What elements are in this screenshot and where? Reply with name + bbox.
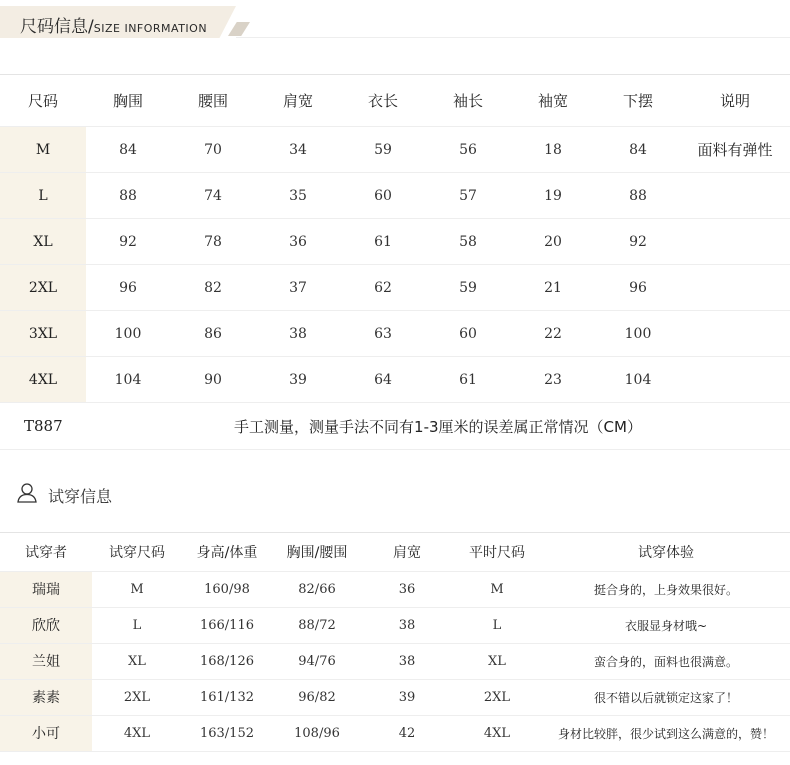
table-cell: 38 bbox=[362, 643, 452, 679]
col-header: 袖宽 bbox=[510, 75, 596, 127]
table-cell: 86 bbox=[170, 311, 256, 357]
table-cell: 74 bbox=[170, 173, 256, 219]
table-cell: 108/96 bbox=[272, 715, 362, 751]
table-cell: 104 bbox=[86, 357, 170, 403]
col-header: 尺码 bbox=[0, 75, 86, 127]
table-cell: 84 bbox=[86, 127, 170, 173]
table-cell: 163/152 bbox=[182, 715, 272, 751]
table-cell: 61 bbox=[426, 357, 510, 403]
table-cell: 88/72 bbox=[272, 607, 362, 643]
table-cell: XL bbox=[92, 643, 182, 679]
table-cell: 96 bbox=[86, 265, 170, 311]
table-cell: 42 bbox=[362, 715, 452, 751]
table-cell: 38 bbox=[362, 607, 452, 643]
table-row bbox=[0, 715, 790, 751]
col-header: 下摆 bbox=[596, 75, 680, 127]
header-divider bbox=[236, 37, 790, 38]
size-cell: L bbox=[0, 173, 86, 219]
table-row bbox=[0, 173, 790, 219]
table-cell: 37 bbox=[256, 265, 340, 311]
trial-experience: 挺合身的，上身效果很好。 bbox=[542, 571, 790, 607]
table-cell: 82 bbox=[170, 265, 256, 311]
table-cell: 4XL bbox=[452, 715, 542, 751]
table-cell: 82/66 bbox=[272, 571, 362, 607]
size-cell: XL bbox=[0, 219, 86, 265]
person-outline-icon bbox=[16, 482, 38, 504]
trial-table bbox=[0, 533, 790, 752]
empty-cell bbox=[680, 311, 790, 357]
empty-cell bbox=[680, 219, 790, 265]
table-cell: 70 bbox=[170, 127, 256, 173]
tester-name: 小可 bbox=[0, 715, 92, 751]
table-cell: 18 bbox=[510, 127, 596, 173]
section-header bbox=[0, 0, 790, 40]
col-header: 身高/体重 bbox=[182, 533, 272, 571]
trial-experience: 衣服显身材哦~ bbox=[542, 607, 790, 643]
table-cell: 39 bbox=[256, 357, 340, 403]
table-cell: 36 bbox=[256, 219, 340, 265]
table-cell: 23 bbox=[510, 357, 596, 403]
table-cell: 36 bbox=[362, 571, 452, 607]
table-cell: 166/116 bbox=[182, 607, 272, 643]
tester-name: 欣欣 bbox=[0, 607, 92, 643]
table-row bbox=[0, 357, 790, 403]
table-cell: 92 bbox=[596, 219, 680, 265]
table-cell: 104 bbox=[596, 357, 680, 403]
trial-experience: 蛮合身的，面料也很满意。 bbox=[542, 643, 790, 679]
trial-section-title: 试穿信息 bbox=[48, 487, 113, 506]
col-header: 肩宽 bbox=[362, 533, 452, 571]
size-cell: 2XL bbox=[0, 265, 86, 311]
measurement-note: 手工测量，测量手法不同有1-3厘米的误差属正常情况（CM） bbox=[86, 403, 790, 450]
table-cell: 19 bbox=[510, 173, 596, 219]
size-table bbox=[0, 74, 790, 450]
table-cell: L bbox=[92, 607, 182, 643]
table-cell: 161/132 bbox=[182, 679, 272, 715]
table-row bbox=[0, 265, 790, 311]
col-header: 试穿尺码 bbox=[92, 533, 182, 571]
table-cell: 22 bbox=[510, 311, 596, 357]
table-cell: 94/76 bbox=[272, 643, 362, 679]
col-header: 腰围 bbox=[170, 75, 256, 127]
table-cell: M bbox=[92, 571, 182, 607]
table-cell: 160/98 bbox=[182, 571, 272, 607]
trial-experience: 很不错以后就锁定这家了！ bbox=[542, 679, 790, 715]
table-cell: 34 bbox=[256, 127, 340, 173]
table-cell: 2XL bbox=[452, 679, 542, 715]
title-en: SIZE INFORMATION bbox=[93, 22, 208, 35]
table-cell: 59 bbox=[426, 265, 510, 311]
col-header: 胸围 bbox=[86, 75, 170, 127]
table-cell: M bbox=[452, 571, 542, 607]
tester-name: 素素 bbox=[0, 679, 92, 715]
table-cell: 21 bbox=[510, 265, 596, 311]
table-cell: 96 bbox=[596, 265, 680, 311]
title-cn: 尺码信息/ bbox=[20, 17, 94, 37]
table-cell: 58 bbox=[426, 219, 510, 265]
trial-experience: 身材比较胖，很少试到这么满意的，赞！ bbox=[542, 715, 790, 751]
col-header: 衣长 bbox=[340, 75, 426, 127]
table-cell: 92 bbox=[86, 219, 170, 265]
col-header: 试穿体验 bbox=[542, 533, 790, 571]
table-cell: 100 bbox=[596, 311, 680, 357]
trial-table-header bbox=[0, 533, 790, 571]
table-row bbox=[0, 127, 790, 173]
table-cell: 168/126 bbox=[182, 643, 272, 679]
table-cell: 38 bbox=[256, 311, 340, 357]
size-cell: 4XL bbox=[0, 357, 86, 403]
product-code: T887 bbox=[0, 403, 86, 450]
table-cell: 57 bbox=[426, 173, 510, 219]
table-row bbox=[0, 607, 790, 643]
col-header: 试穿者 bbox=[0, 533, 92, 571]
tester-name: 兰姐 bbox=[0, 643, 92, 679]
measurement-note-row bbox=[0, 403, 790, 450]
empty-cell bbox=[680, 265, 790, 311]
size-cell: 3XL bbox=[0, 311, 86, 357]
table-cell: 4XL bbox=[92, 715, 182, 751]
table-row bbox=[0, 571, 790, 607]
table-cell: 100 bbox=[86, 311, 170, 357]
table-cell: 96/82 bbox=[272, 679, 362, 715]
note-cell: 面料有弹性 bbox=[680, 127, 790, 173]
table-cell: 2XL bbox=[92, 679, 182, 715]
table-cell: 63 bbox=[340, 311, 426, 357]
table-cell: 84 bbox=[596, 127, 680, 173]
table-cell: 39 bbox=[362, 679, 452, 715]
col-header: 袖长 bbox=[426, 75, 510, 127]
header-ribbon-tail bbox=[228, 22, 250, 36]
table-cell: 56 bbox=[426, 127, 510, 173]
table-cell: 61 bbox=[340, 219, 426, 265]
table-cell: 59 bbox=[340, 127, 426, 173]
table-cell: L bbox=[452, 607, 542, 643]
table-cell: 90 bbox=[170, 357, 256, 403]
table-row bbox=[0, 311, 790, 357]
page-title bbox=[20, 12, 207, 37]
table-cell: 62 bbox=[340, 265, 426, 311]
empty-cell bbox=[680, 173, 790, 219]
table-cell: 60 bbox=[340, 173, 426, 219]
table-cell: 20 bbox=[510, 219, 596, 265]
table-cell: 35 bbox=[256, 173, 340, 219]
table-cell: XL bbox=[452, 643, 542, 679]
table-cell: 78 bbox=[170, 219, 256, 265]
table-row bbox=[0, 219, 790, 265]
empty-cell bbox=[680, 357, 790, 403]
table-row bbox=[0, 679, 790, 715]
table-cell: 88 bbox=[86, 173, 170, 219]
col-header: 平时尺码 bbox=[452, 533, 542, 571]
table-cell: 64 bbox=[340, 357, 426, 403]
col-header: 胸围/腰围 bbox=[272, 533, 362, 571]
col-header: 说明 bbox=[680, 75, 790, 127]
table-row bbox=[0, 643, 790, 679]
table-cell: 60 bbox=[426, 311, 510, 357]
size-cell: M bbox=[0, 127, 86, 173]
table-cell: 88 bbox=[596, 173, 680, 219]
size-table-header bbox=[0, 75, 790, 127]
tester-name: 瑞瑞 bbox=[0, 571, 92, 607]
col-header: 肩宽 bbox=[256, 75, 340, 127]
